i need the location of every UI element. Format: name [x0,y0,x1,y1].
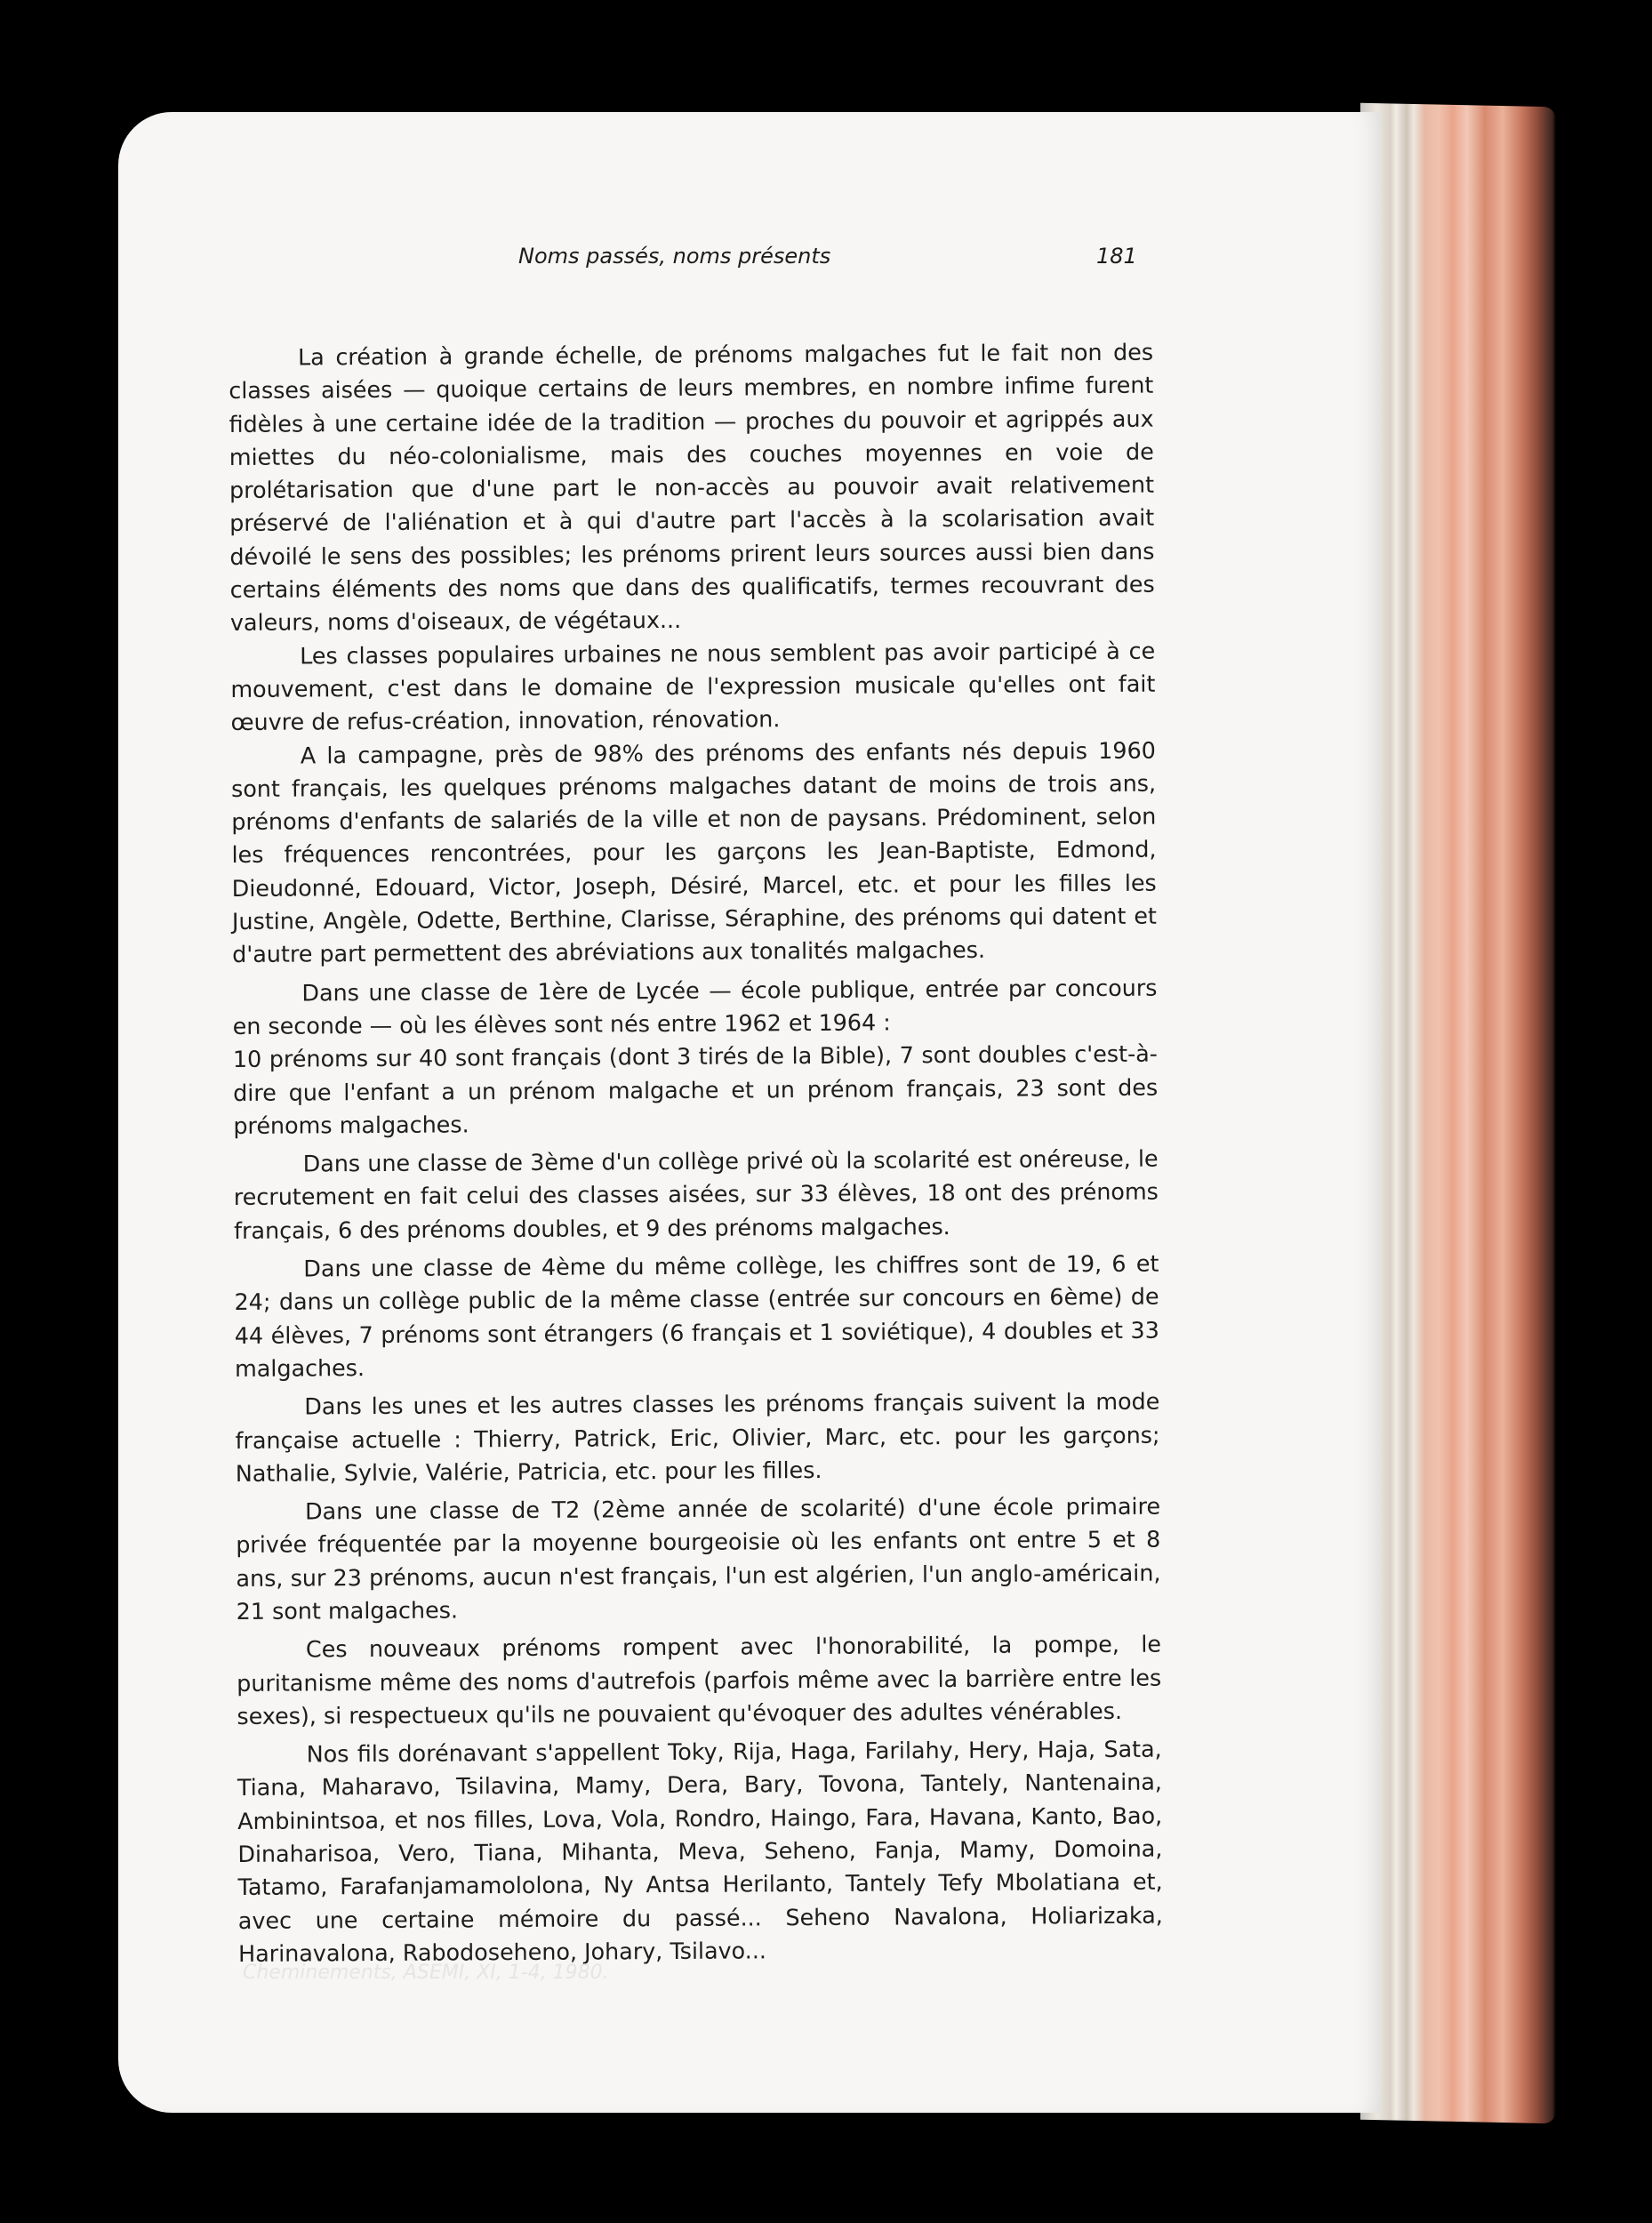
paragraph: Dans une classe de T2 (2ème année de scolarité) d'une école primaire privée fréquentée par la moyenne bourgeoisie où les enfants ont entre 5 et 8 ans, sur 23 prénoms, aucun n'est français, l'un est algérien, l'un anglo-américain, 21 sont malgaches. [236,1492,1161,1625]
page-header [118,244,1381,279]
paragraph: 10 prénoms sur 40 sont français (dont 3 tirés de la Bible), 7 sont doubles c'est-à-dire que l'enfant a un prénom malgache et un prénom français, 23 sont des prénoms malgaches. [232,1039,1159,1139]
running-title: Noms passés, noms présents [518,244,831,269]
page-number: 181 [1096,244,1137,269]
show-through-text: Cheminements, ASEMI, XI, 1-4, 1980. [243,1962,609,1984]
paragraph: A la campagne, près de 98% des prénoms des enfants nés depuis 1960 sont français, les quelques prénoms malgaches datant de moins de trois ans, prénoms d'enfants de salariés de la ville et non de paysans. Prédominent, selon les fréquences rencontrées, pour les garçons les Jean-Baptiste, Edmond, Dieudonné, Edouard, Victor, Joseph, Désiré, Marcel, etc. et pour les filles les Justine, Angèle, Odette, Berthine, Clarisse, Séraphine, des prénoms qui datent et d'autre part permettent des abréviations aux tonalités malgaches. [230,736,1158,968]
paragraph: Nos fils dorénavant s'appellent Toky, Rija, Haga, Farilahy, Hery, Haja, Sata, Tiana, Maharavo, Tsilavina, Mamy, Dera, Bary, Tovona, Tantely, Nantenaina, Ambinintsoa, et nos filles, Lova, Vola, Rondro, Haingo, Fara, Havana, Kanto, Bao, Dinaharisoa, Vero, Tiana, Mihanta, Meva, Seheno, Fanja, Mamy, Domoina, Tatamo, Farafanjamamololona, Ny Antsa Herilanto, Tantely Tefy Mbolatiana et, avec une certaine mémoire du passé... Seheno Navalona, Holiarizaka, Harinavalona, Rabodoseheno, Johary, Tsilavo... [237,1735,1163,1967]
paragraph: Dans une classe de 1ère de Lycée — école publique, entrée par concours en seconde — où les élèves sont nés entre 1962 et 1964 : [232,974,1158,1039]
paragraph: Dans les unes et les autres classes les prénoms français suivent la mode française actuelle : Thierry, Patrick, Eric, Olivier, Marc, etc. pour les garçons; Nathalie, Sylvie, Valérie, Patricia, etc. pour les filles. [235,1387,1160,1487]
paragraph: Dans une classe de 3ème d'un collège privé où la scolarité est onéreuse, le recrutement en fait celui des classes aisées, sur 33 élèves, 18 ont des prénoms français, 6 des prénoms doubles, et 9 des prénoms malgaches. [233,1144,1159,1244]
page-edges [1360,103,1556,2124]
paragraph: Les classes populaires urbaines ne nous semblent pas avoir participé à ce mouvement, c'est dans le domaine de l'expression musicale qu'elles ont fait œuvre de refus-création, innovation, rénovation. [230,637,1156,736]
paragraph: La création à grande échelle, de prénoms malgaches fut le fait non des classes aisées — quoique certains de leurs membres, en nombre infime furent fidèles à une certaine idée de la tradition — proches du pouvoir et agrippés aux miettes du néo-colonialisme, mais des couches moyennes en voie de prolétarisation que d'une part le non-accès au pouvoir avait relativement préservé de l'aliénation et à qui d'autre part l'accès à la scolarisation avait dévoilé le sens des possibles; les prénoms prirent leurs sources aussi bien dans certains éléments des noms que dans des qualificatifs, termes recouvrant des valeurs, noms d'oiseaux, de végétaux... [229,338,1155,637]
paragraph: Ces nouveaux prénoms rompent avec l'honorabilité, la pompe, le puritanisme même des noms d'autrefois (parfois même avec la barrière entre les sexes), si respectueux qu'ils ne pouvaient qu'évoquer des adultes vénérables. [237,1630,1162,1729]
book-page [118,112,1381,2113]
body-text [229,336,1163,1971]
paragraph: Dans une classe de 4ème du même collège, les chiffres sont de 19, 6 et 24; dans un collège public de la même classe (entrée sur concours en 6ème) de 44 élèves, 7 prénoms sont étrangers (6 français et 1 soviétique), 4 doubles et 33 malgaches. [234,1249,1159,1382]
